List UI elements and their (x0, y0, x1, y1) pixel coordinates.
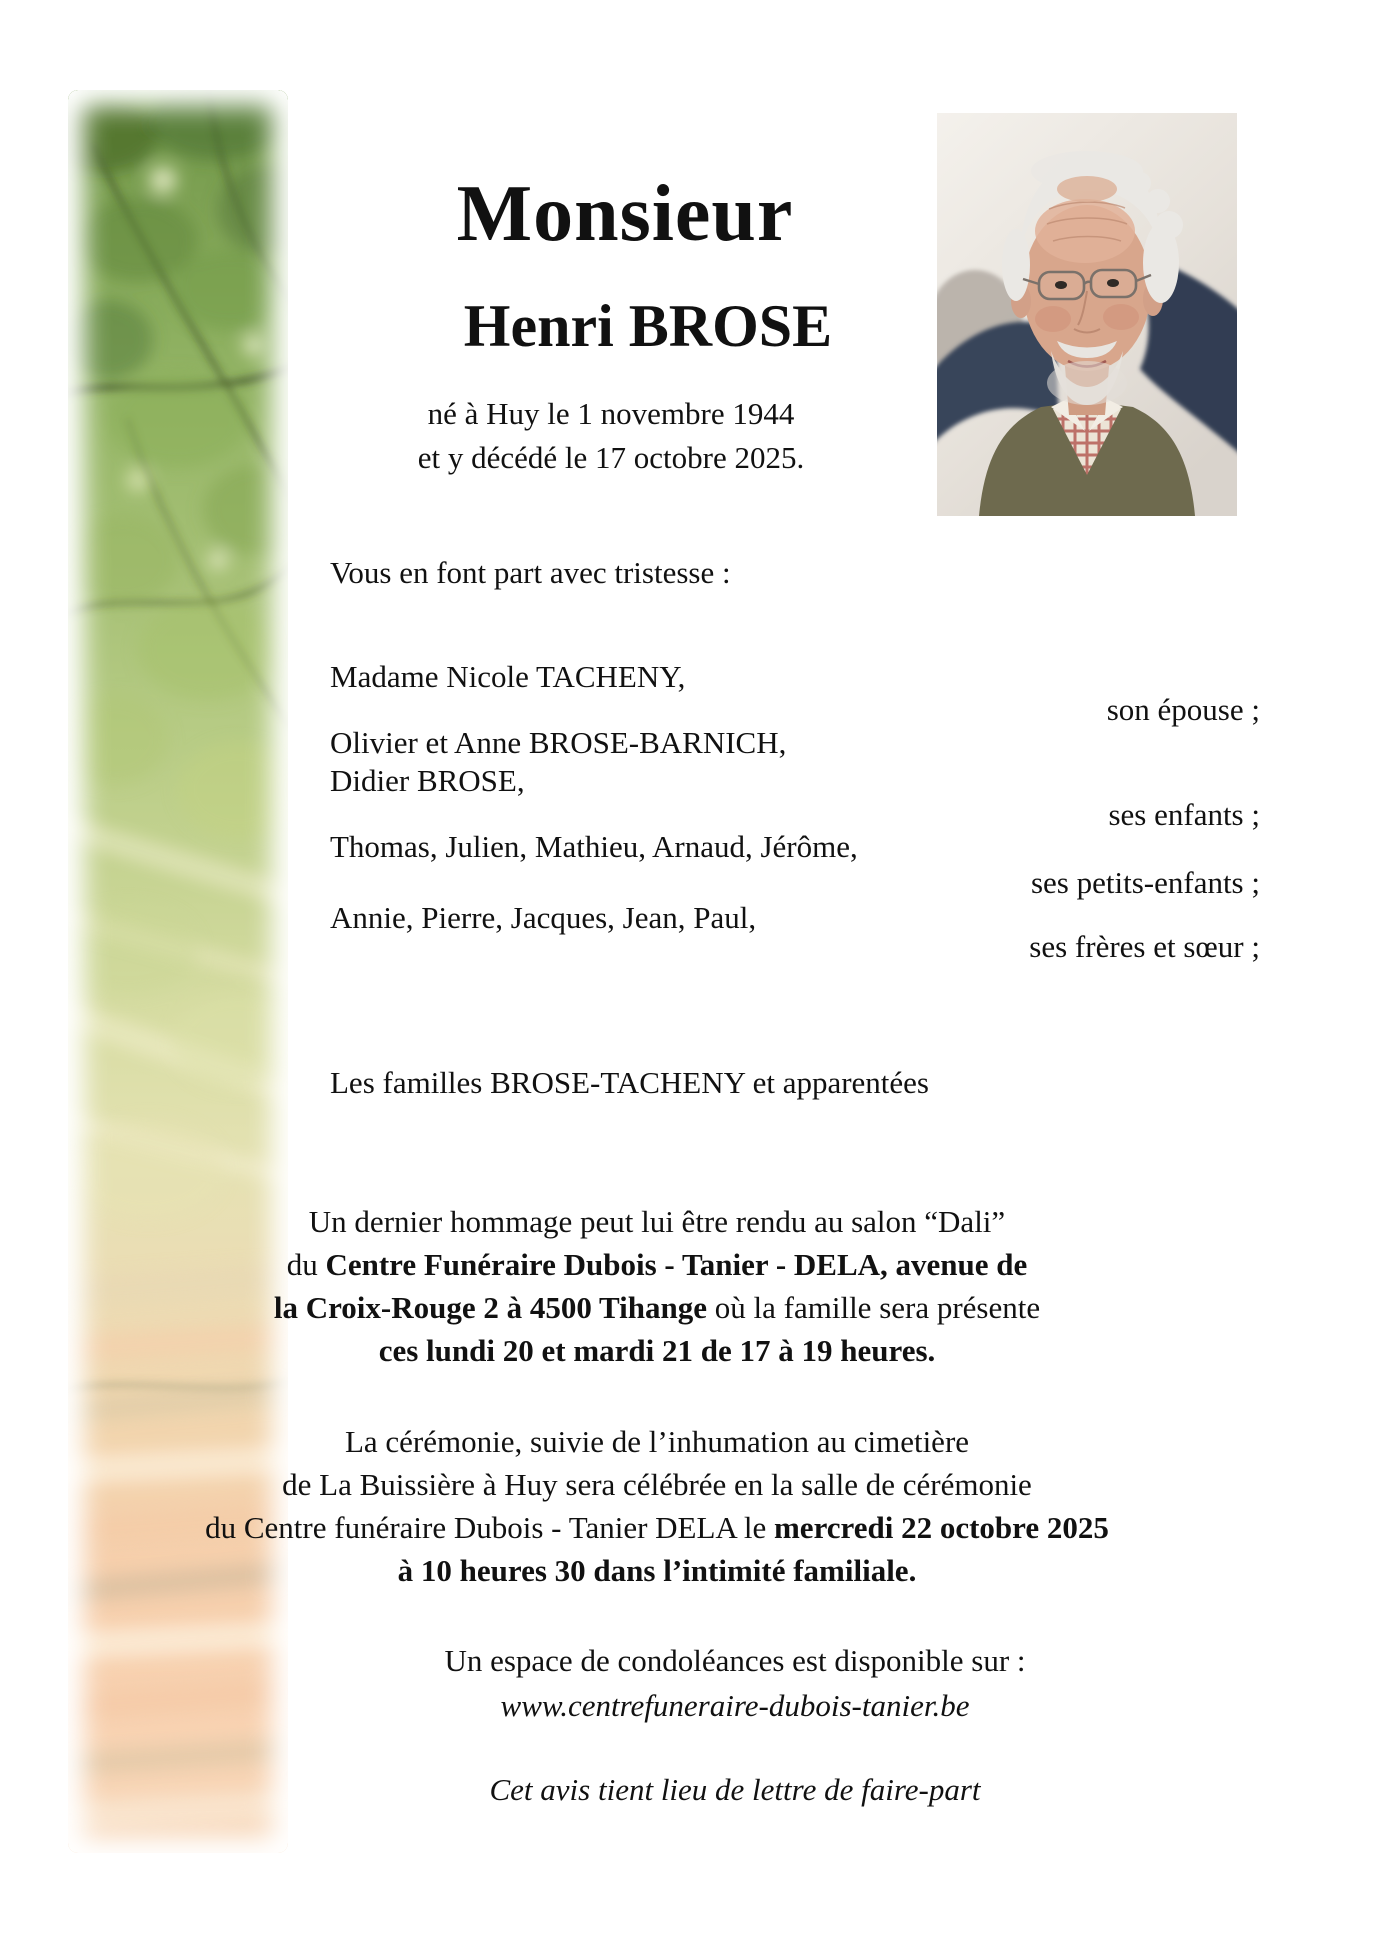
family-names-grandchildren: Thomas, Julien, Mathieu, Arnaud, Jérôme, (330, 829, 858, 864)
ceremony-paragraph (0, 1420, 1314, 1592)
birth-death-dates (411, 392, 811, 480)
family-names-spouse: Madame Nicole TACHENY, (330, 659, 686, 694)
tribute-line-3: la Croix-Rouge 2 à 4500 Tihange où la famille sera présente (273, 1290, 1041, 1325)
family-relation-children: ses enfants ; (1108, 797, 1260, 832)
families-line: Les familles BROSE-TACHENY et apparentées (330, 1065, 929, 1100)
family-names-children-1: Olivier et Anne BROSE-BARNICH, (330, 725, 787, 760)
title-prefix: Monsieur (456, 170, 794, 258)
condolences-intro: Un espace de condoléances est disponible sur : (444, 1643, 1026, 1678)
family-names-siblings: Annie, Pierre, Jacques, Jean, Paul, (330, 900, 757, 935)
ceremony-line-1: La cérémonie, suivie de l’inhumation au cimetière (344, 1424, 970, 1459)
birth-line: né à Huy le 1 novembre 1944 (427, 396, 795, 431)
family-names-children-2: Didier BROSE, (330, 763, 525, 798)
deceased-name: Henri BROSE (463, 293, 833, 359)
condolences-block (92, 1638, 1378, 1728)
tribute-line-4: ces lundi 20 et mardi 21 de 17 à 19 heures. (378, 1333, 936, 1368)
family-relation-siblings: ses frères et sœur ; (1029, 929, 1260, 964)
portrait-illustration (937, 113, 1237, 516)
tribute-line-2: du Centre Funéraire Dubois - Tanier - DELA, avenue de (286, 1247, 1028, 1282)
footer-note: Cet avis tient lieu de lettre de faire-part (489, 1772, 981, 1807)
family-relation-grandchildren: ses petits-enfants ; (1030, 865, 1260, 900)
announcement-line: Vous en font part avec tristesse : (330, 555, 731, 590)
tribute-paragraph (0, 1200, 1314, 1372)
condolences-website: www.centrefuneraire-dubois-tanier.be (500, 1688, 970, 1723)
ceremony-line-4: à 10 heures 30 dans l’intimité familiale. (397, 1553, 917, 1588)
tribute-line-1: Un dernier hommage peut lui être rendu au salon “Dali” (308, 1204, 1006, 1239)
family-relation-spouse: son épouse ; (1106, 692, 1260, 727)
death-line: et y décédé le 17 octobre 2025. (417, 440, 805, 475)
ceremony-line-3: du Centre funéraire Dubois - Tanier DELA le mercredi 22 octobre 2025 (205, 1510, 1109, 1545)
portrait-photo (937, 113, 1237, 516)
ceremony-line-2: de La Buissière à Huy sera célébrée en la salle de cérémonie (282, 1467, 1032, 1502)
